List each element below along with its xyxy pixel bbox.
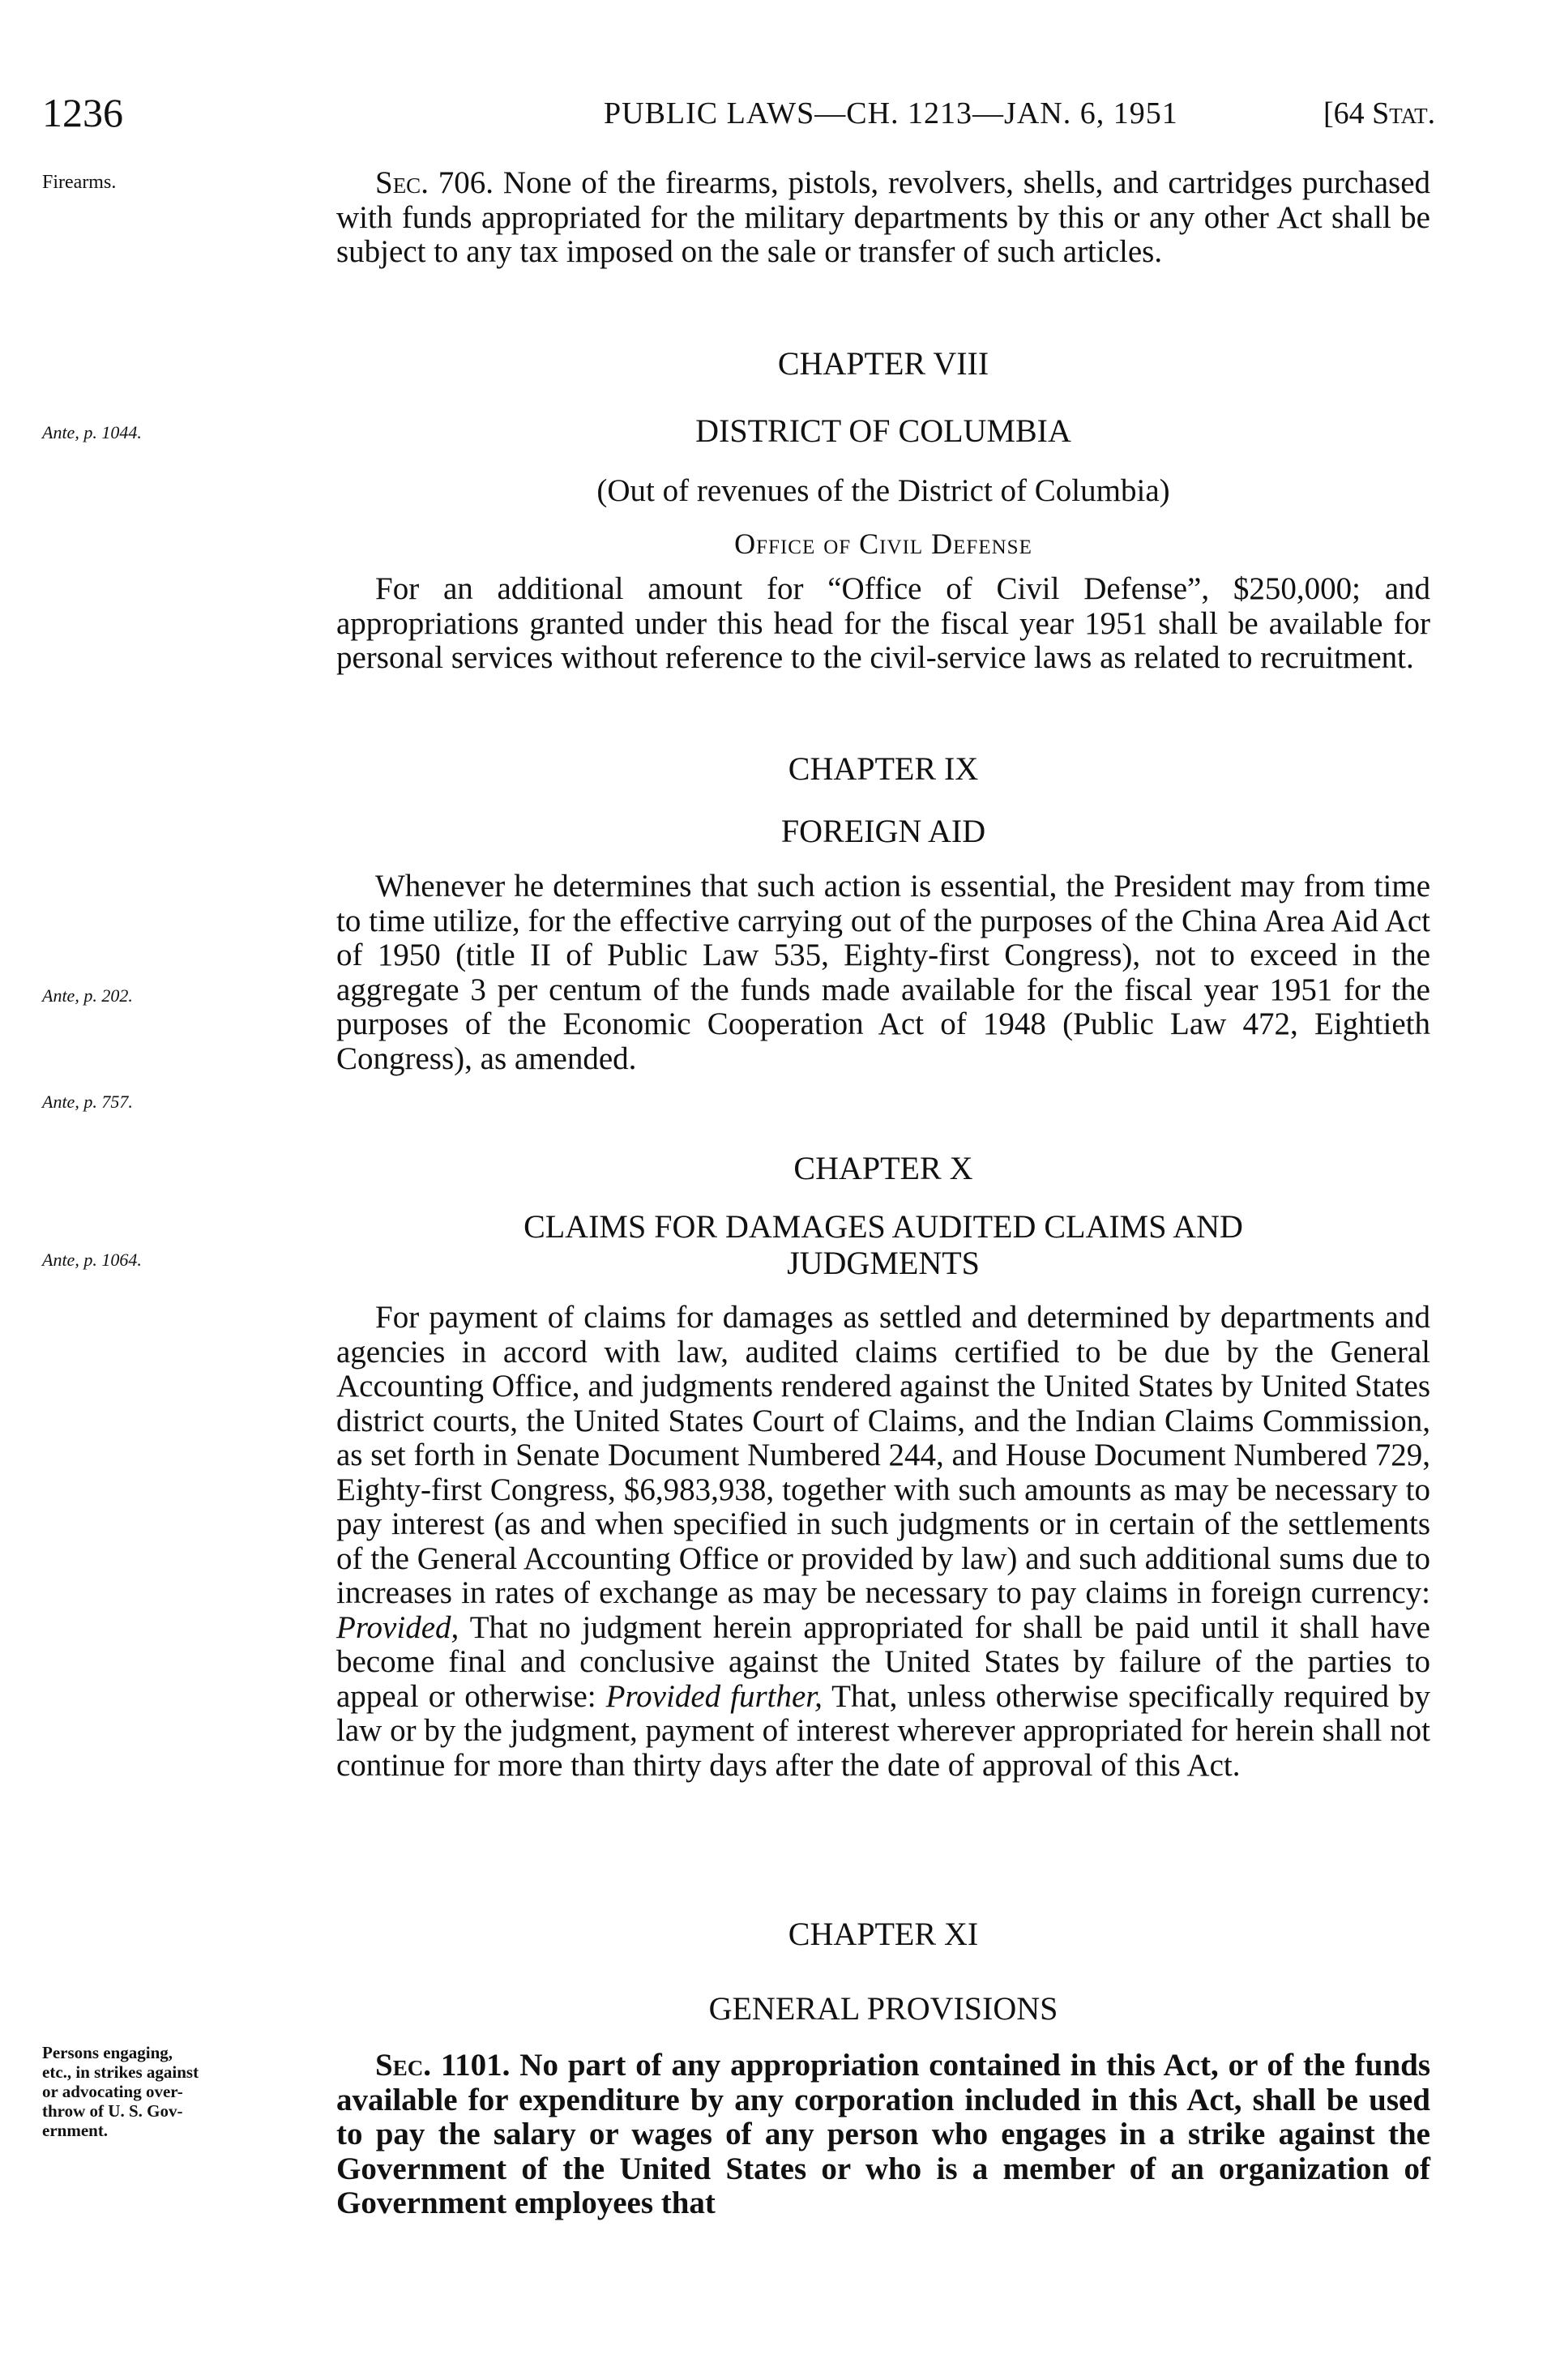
chapter-10-provided-further: Provided further, xyxy=(605,1678,823,1714)
chapter-8-heading: Office of Civil Defense xyxy=(734,528,1032,560)
margin-note-ante-1044: Ante, p. 1044. xyxy=(42,422,142,442)
margin-note-ante-1064: Ante, p. 1064. xyxy=(42,1250,142,1270)
chapter-8-title: CHAPTER VIII xyxy=(777,345,989,382)
volume-reference: [64 Stat. xyxy=(1323,96,1436,130)
margin-note-ante-202: Ante, p. 202. xyxy=(42,985,133,1006)
chapter-10-text-part2: That no judgment herein appropriated for shall be paid until it shall have become final and conclusive against the United States by failure of the parties to appeal or otherwise: xyxy=(336,1609,1430,1714)
margin-note-ante-757: Ante, p. 757. xyxy=(42,1092,133,1112)
chapter-10-provided: Provided, xyxy=(336,1609,459,1645)
chapter-8-paragraph: For an additional amount for “Office of Civil Defense”, $250,000; and appropriations granted under this head for the fiscal year 1951 shall be available for personal services without reference to the civil-service laws as related to recruitment. xyxy=(336,571,1430,675)
running-head: PUBLIC LAWS—CH. 1213—JAN. 6, 1951 xyxy=(604,96,1178,130)
chapter-9-subtitle: FOREIGN AID xyxy=(780,813,986,849)
chapter-9-title: CHAPTER IX xyxy=(788,750,979,787)
section-706-text: None of the firearms, pistols, revolvers, shells, and cartridges purchased with funds appropriated for the military departments by this or any other Act shall be subject to any tax imposed on the sale or transfer of such articles. xyxy=(336,165,1431,269)
margin-note-line: Persons engaging, xyxy=(42,2043,173,2062)
margin-note-line: or advocating over- xyxy=(42,2082,183,2101)
section-706-label: Sec. 706. xyxy=(375,165,494,200)
section-1101-text: No part of any appropriation contained in this Act, or of the funds available for expenditure by any corporation included in this Act, shall be used to pay the salary or wages of any person who engages in a strike against the Government of the United States or who is a member of an organization of Government employees that xyxy=(336,2048,1431,2220)
section-1101-label: Sec. 1101. xyxy=(375,2048,511,2083)
chapter-11-title: CHAPTER XI xyxy=(788,1916,979,1952)
chapter-10-title: CHAPTER X xyxy=(793,1150,973,1186)
margin-note-firearms: Firearms. xyxy=(42,172,117,193)
chapter-8-note: (Out of revenues of the District of Columbia) xyxy=(596,473,1170,508)
chapter-10-paragraph xyxy=(336,1301,1430,1783)
chapter-10-text-part3: That, unless otherwise specifically required by law or by the judgment, payment of interest wherever appropriated for herein shall not continue for more than thirty days after the date of approval of this Act. xyxy=(336,1678,1430,1783)
margin-note-line: ernment. xyxy=(42,2121,109,2140)
chapter-9-paragraph: Whenever he determines that such action is essential, the President may from time to time utilize, for the effective carrying out of the purposes of the China Area Aid Act of 1950 (title II of Public Law 535, Eighty-first Congress), not to exceed in the aggregate 3 per centum of the funds made available for the fiscal year 1951 for the purposes of the Economic Cooperation Act of 1948 (Public Law 472, Eightieth Congress), as amended. xyxy=(336,869,1430,1076)
chapter-10-subtitle-line2: JUDGMENTS xyxy=(787,1245,980,1281)
chapter-8-subtitle: DISTRICT OF COLUMBIA xyxy=(695,412,1071,449)
margin-note-line: etc., in strikes against xyxy=(42,2062,199,2082)
page-number: 1236 xyxy=(42,90,123,135)
margin-note-line: throw of U. S. Gov- xyxy=(42,2101,183,2121)
section-1101 xyxy=(336,2049,1430,2221)
chapter-10-subtitle-line1: CLAIMS FOR DAMAGES AUDITED CLAIMS AND xyxy=(524,1208,1243,1245)
chapter-11-subtitle: GENERAL PROVISIONS xyxy=(708,1990,1058,2027)
section-706 xyxy=(336,166,1430,270)
chapter-10-text-part1: For payment of claims for damages as settled and determined by departments and agencies in accord with law, audited claims certified to be due by the General Accounting Office, and judgments rendered against the United States by United States district courts, the United States Court of Claims, and the Indian Claims Commission, as set forth in Senate Document Numbered 244, and House Document Numbered 729, Eighty-first Congress, $6,983,938, together with such amounts as may be necessary to pay interest (as and when specified in such judgments or in certain of the settlements of the General Accounting Office or provided by law) and such additional sums due to increases in rates of exchange as may be necessary to pay claims in foreign currency: xyxy=(336,1300,1430,1610)
margin-note-persons-strikes xyxy=(42,2043,285,2140)
